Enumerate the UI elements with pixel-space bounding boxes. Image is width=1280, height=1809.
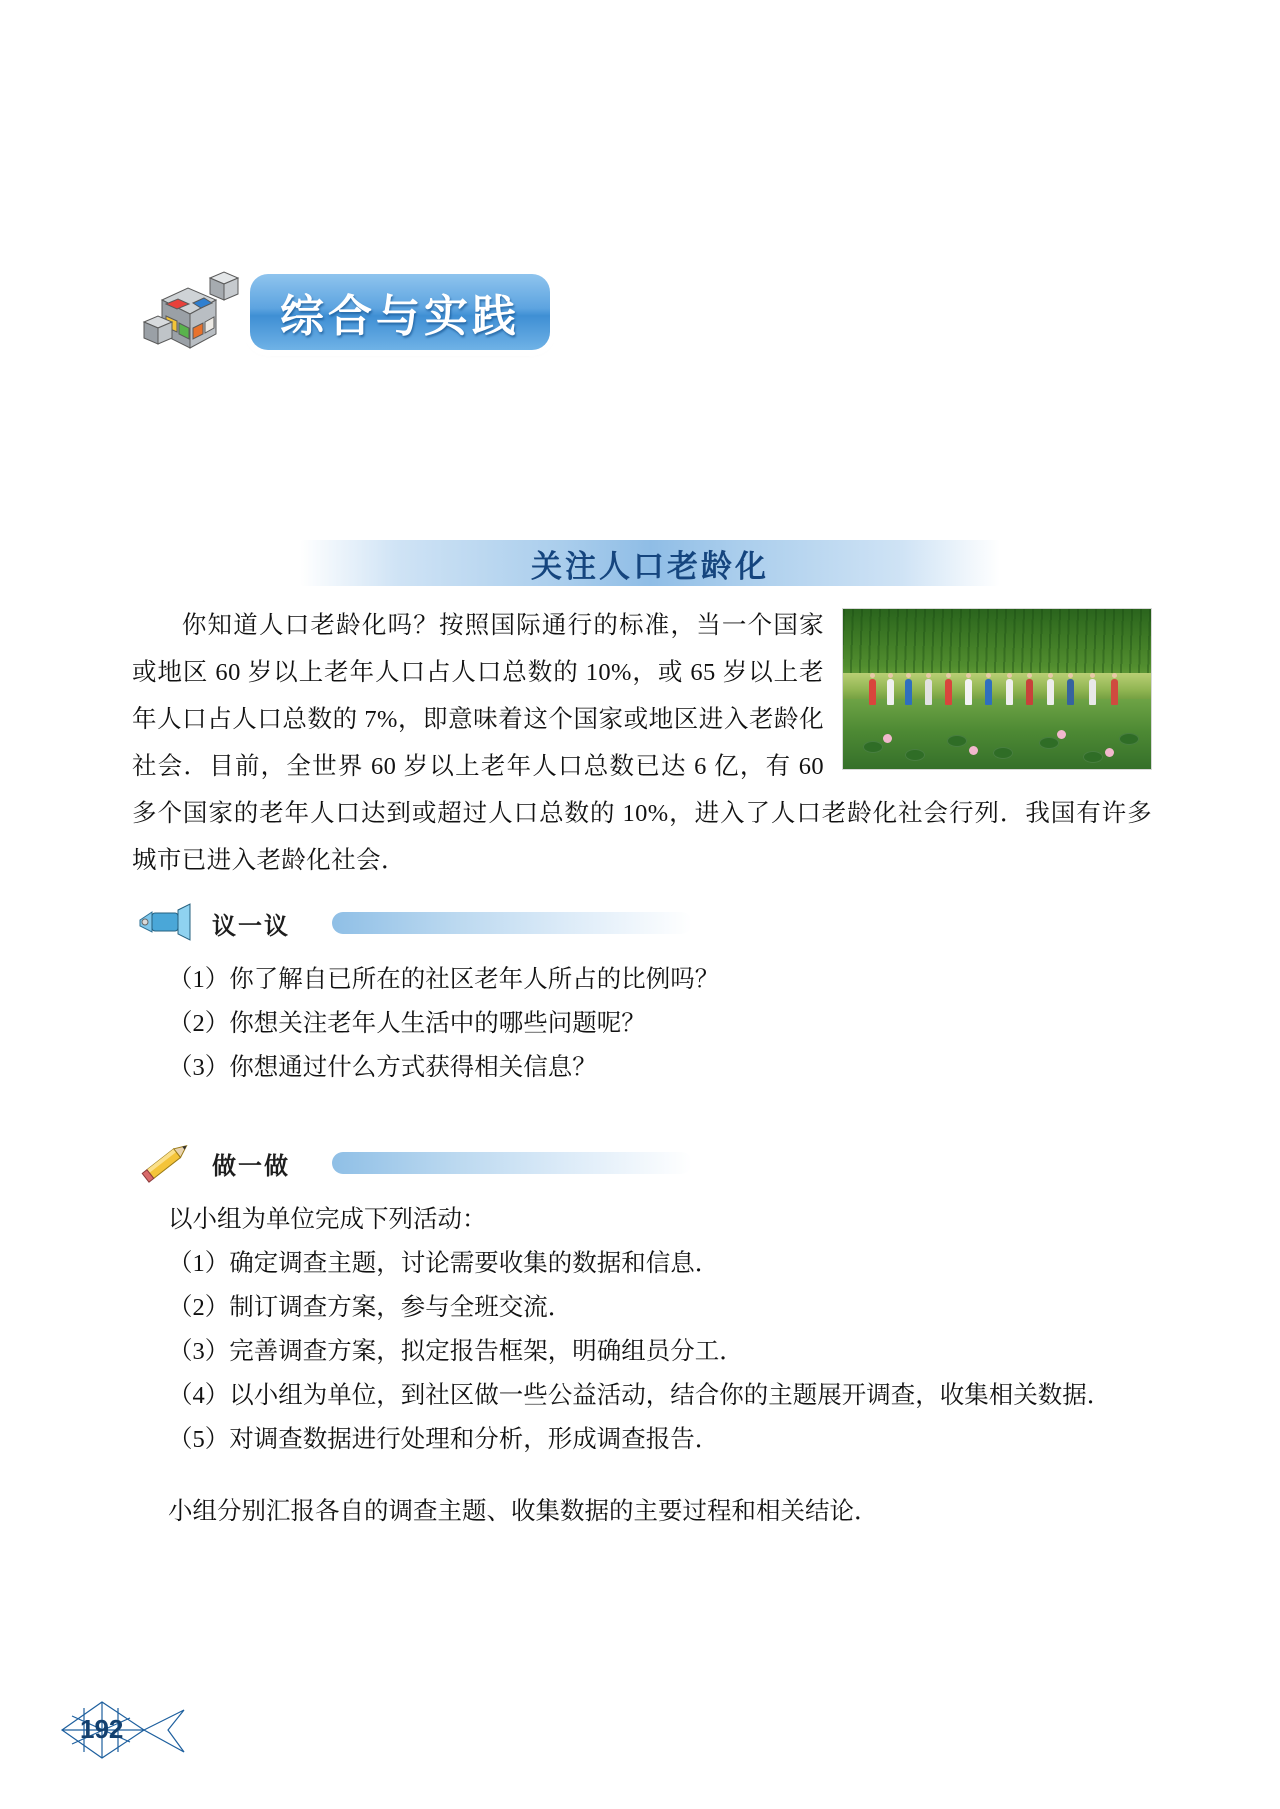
- discuss-list: [132, 958, 1152, 1090]
- page-number: 192: [80, 1714, 124, 1744]
- photo-lotus-flower: [969, 746, 978, 755]
- photo-person: [985, 679, 992, 705]
- photo-lotus-flower: [1057, 730, 1066, 739]
- list-item: （1）你了解自已所在的社区老年人所占的比例吗？: [168, 966, 720, 993]
- photo-person: [925, 679, 932, 705]
- photo-lily-pad: [1119, 733, 1139, 745]
- photo-person: [945, 679, 952, 705]
- photo-lotus-flower: [883, 734, 892, 743]
- photo-person: [1111, 679, 1118, 705]
- activity-list: [132, 1198, 1152, 1462]
- photo-person: [905, 679, 912, 705]
- photo-person: [1006, 679, 1013, 705]
- elderly-exercise-photo: [842, 608, 1152, 770]
- photo-person: [1067, 679, 1074, 705]
- rubiks-cube-icon: [132, 270, 242, 366]
- activity-closing: [132, 1490, 1152, 1534]
- section-header: [132, 262, 692, 372]
- list-item: （4）以小组为单位，到社区做一些公益活动，结合你的主题展开调查，收集相关数据．: [168, 1382, 1112, 1409]
- activity-lead: 以小组为单位完成下列活动：: [168, 1206, 487, 1233]
- page-number-badge: [58, 1696, 186, 1766]
- photo-lily-pad: [947, 735, 967, 747]
- closing-text: 小组分别汇报各自的调查主题、收集数据的主要过程和相关结论．: [168, 1498, 879, 1525]
- page-title-text: 关注人口老龄化: [531, 548, 769, 584]
- discuss-label: 议一议: [212, 913, 290, 940]
- list-item: （3）你想通过什么方式获得相关信息？: [168, 1054, 597, 1081]
- list-item: （1）确定调查主题，讨论需要收集的数据和信息．: [168, 1250, 720, 1277]
- photo-person: [887, 679, 894, 705]
- photo-person: [869, 679, 876, 705]
- photo-lily-pad: [1083, 751, 1103, 763]
- activity-label: 做一做: [212, 1153, 290, 1180]
- intro-paragraph: [132, 602, 1152, 884]
- discuss-rule: [332, 912, 692, 934]
- activity-rule: [332, 1152, 692, 1174]
- list-item: （5）对调查数据进行处理和分析，形成调查报告．: [168, 1426, 720, 1453]
- photo-person: [965, 679, 972, 705]
- photo-person: [1047, 679, 1054, 705]
- intro-text: 你知道人口老龄化吗？按照国际通行的标准，当一个国家或地区 60 岁以上老年人口占人口总数的 10%，或 65 岁以上老年人口占人口总数的 7%，即意味着这个国家或地区进入老龄化社会．目前，全世界 60 岁以上老年人口总数已达 6 亿，有 60 多个国家的老年人口达到或超过人口总数的 10%，进入了人口老龄化社会行列．我国有许多城市已进入老龄化社会．: [132, 612, 1152, 874]
- photo-person: [1026, 679, 1033, 705]
- photo-person: [1089, 679, 1096, 705]
- section-banner-label: 综合与实践: [280, 292, 520, 341]
- section-banner: [250, 274, 550, 350]
- megaphone-icon: [132, 900, 198, 944]
- list-item: （2）制订调查方案，参与全班交流．: [168, 1294, 573, 1321]
- activity-subhead: [132, 1140, 692, 1184]
- list-item: （3）完善调查方案，拟定报告框架，明确组员分工．: [168, 1338, 744, 1365]
- photo-lily-pad: [863, 741, 883, 753]
- pencil-icon: [132, 1140, 198, 1184]
- photo-lotus-flower: [1105, 748, 1114, 757]
- photo-lily-pad: [1039, 737, 1059, 749]
- photo-lily-pad: [993, 747, 1013, 759]
- discuss-subhead: [132, 900, 692, 944]
- list-item: （2）你想关注老年人生活中的哪些问题呢？: [168, 1010, 646, 1037]
- photo-lily-pad: [905, 749, 925, 761]
- page-title: [300, 540, 1000, 586]
